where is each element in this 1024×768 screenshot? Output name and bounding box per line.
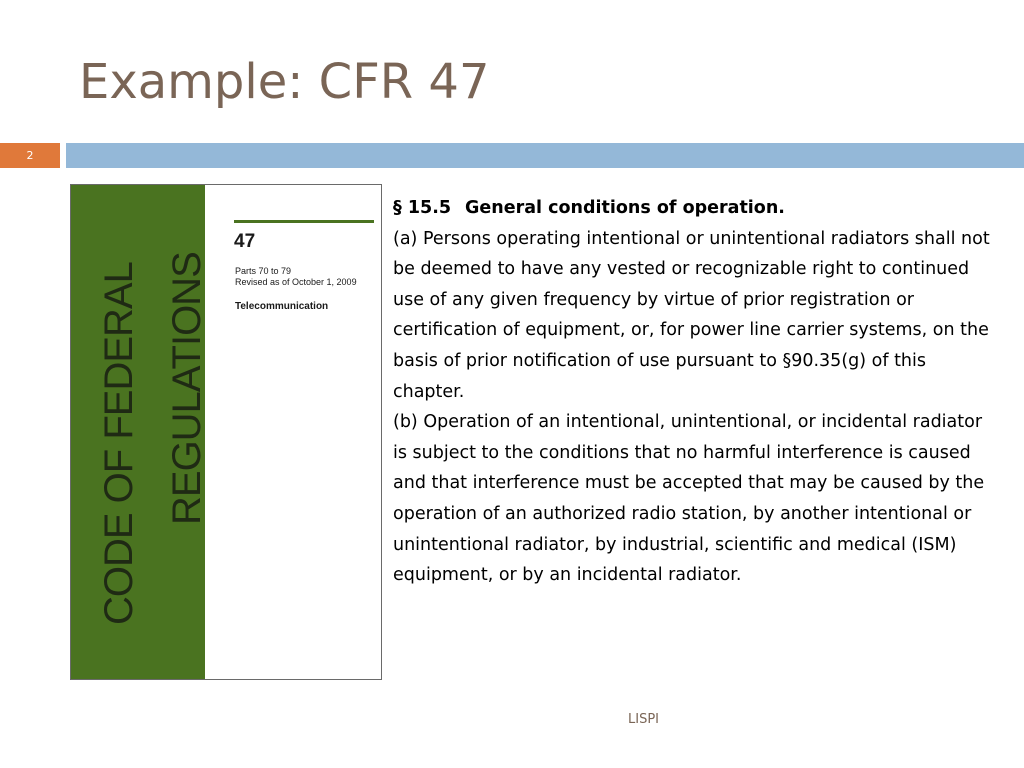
paragraph-b: (b) Operation of an intentional, unintentional, or incidental radiator is subject to the conditions that no harmful interference is caused and that interference must be accepted that may be caused by the operation of an authorized radio station, by another intentional or unintentional radiator, by industrial, scientific and medical (ISM) equipment, or by an incidental radiator.	[393, 412, 985, 586]
cover-green-rule	[234, 220, 374, 223]
paragraph-a: (a) Persons operating intentional or unintentional radiators shall not be deemed to have any vested or recognizable right to continued use of any given frequency by virtue of prior registration or certification of equipment, or, for power line carrier systems, on the basis of prior notification of use pursuant to §90.35(g) of this chapter.	[393, 228, 990, 402]
slide-number-badge: 2	[0, 143, 60, 168]
slide-title: Example: CFR 47	[79, 54, 490, 110]
cover-parts-range: Parts 70 to 79	[235, 266, 292, 276]
cover-subject: Telecommunication	[235, 301, 329, 312]
section-number: § 15.5	[393, 198, 452, 218]
section-title: General conditions of operation.	[465, 198, 785, 218]
section-heading	[393, 193, 998, 224]
cover-vertical-title-line-1: CODE OF FEDERAL	[97, 262, 141, 625]
cover-vertical-title-line-2: REGULATIONS	[165, 252, 209, 525]
footer-text: LISPI	[628, 712, 660, 727]
title-divider-bar	[66, 143, 1024, 168]
regulation-text	[393, 193, 998, 591]
cfr-book-cover	[70, 184, 382, 680]
cover-title-number: 47	[234, 231, 256, 252]
cover-revision-date: Revised as of October 1, 2009	[235, 277, 357, 287]
